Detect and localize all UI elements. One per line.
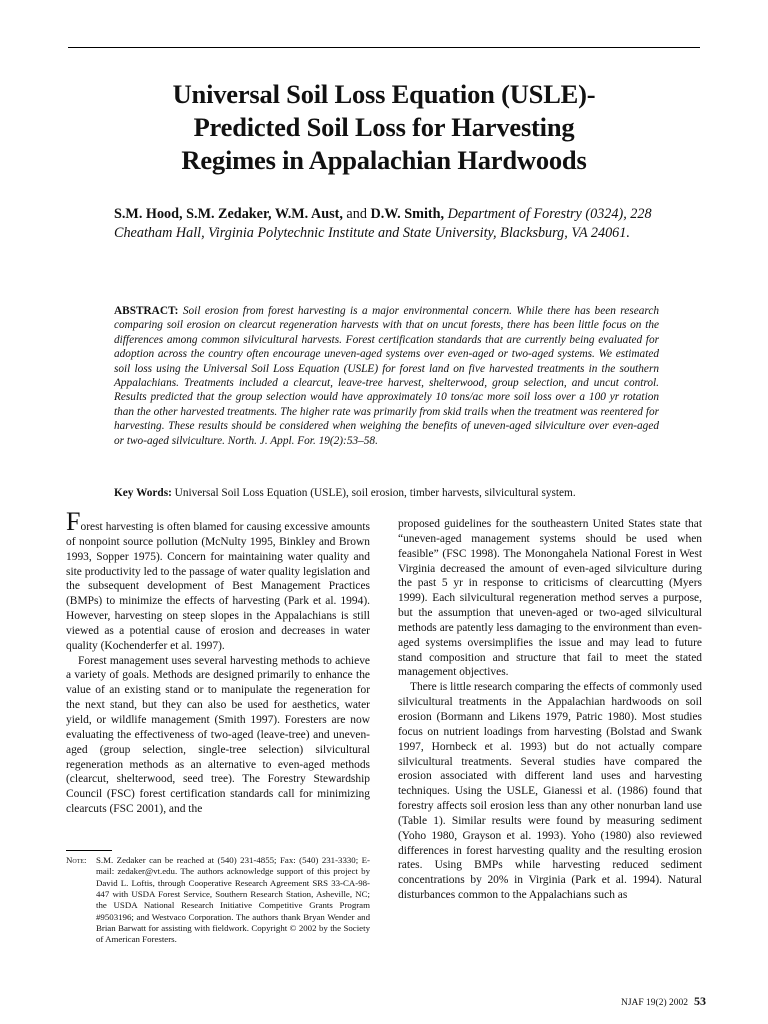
body-paragraph: proposed guidelines for the southeastern United States state that “uneven-aged management systems should be used when feasible” (FSC 1998). The Monongahela National Forest in West Virginia decreased the amount of even-aged silviculture during the past 5 yr in response to criticisms of clearcutting (Myers 1999). Each silvicultural regeneration method serves a purpose, but the assumption that uneven-aged or two-aged silvicultural methods are patently less damaging to the environment than even-aged systems oversimplifies the issue and may lead to future stand composition and structure that fail to meet the stated management objectives. — [398, 518, 702, 679]
top-rule — [68, 47, 700, 48]
author-names: S.M. Hood, S.M. Zedaker, W.M. Aust, — [114, 206, 343, 222]
body-paragraph — [66, 507, 370, 654]
author-conjunction: and — [342, 206, 371, 222]
drop-cap: F — [66, 507, 81, 536]
key-words — [114, 486, 674, 500]
note-label: Note: — [66, 855, 87, 865]
note-text: S.M. Zedaker can be reached at (540) 231-4855; Fax: (540) 231-3330; E-mail: zedaker@vt.edu. The authors acknowledge support of this project by David L. Loftis, through Cooperative Research Agreement SRS 33-CA-98-447 with USDA Forest Service, Southern Research Station, Asheville, NC; the USDA National Research Initiative Competitive Grants Program #9503196; and Westvaco Corporation. The authors thank Bryan Wender and Brian Barwatt for assisting with fieldwork. Copyright © 2002 by the Society of American Foresters. — [96, 855, 370, 945]
key-words-text: Universal Soil Loss Equation (USLE), soil erosion, timber harvests, silvicultural system. — [171, 487, 576, 499]
key-words-label: Key Words: — [114, 487, 172, 499]
footnote-rule — [66, 850, 112, 851]
title-line-2: Predicted Soil Loss for Harvesting — [193, 112, 575, 142]
title-line-1: Universal Soil Loss Equation (USLE)- — [172, 79, 596, 109]
page-footer — [621, 994, 706, 1010]
paper-title — [100, 78, 668, 177]
abstract-label: ABSTRACT: — [114, 305, 179, 317]
body-paragraph: There is little research comparing the effects of commonly used silvicultural treatments in the Appalachian hardwoods on soil erosion (Bormann and Likens 1979, Patric 1980). Most studies focus on nutrient loadings from harvesting (Bolstad and Swank 1997, Hornbeck et al. 1993) but do not actually compare silvicultural treatments. Several studies have compared the erosion associated with different land uses and harvesting techniques. Using the USLE, Gianessi et al. (1986) found that forestry affects soil erosion less than any other nonurban land use (Table 1). Similar results were found by measuring sediment (Yoho 1980, Grayson et al. 1993). Yoho (1980) also reviewed differences in forest harvesting quality and the resulting erosion rates. Using BMPs while harvesting reduced sediment concentrations by 20% in Virginia (Park et al. 1994). Natural disturbances common to the Appalachians such as — [398, 681, 702, 902]
abstract — [114, 304, 659, 448]
author-block — [114, 205, 670, 243]
body-column-right — [398, 517, 702, 903]
abstract-text: Soil erosion from forest harvesting is a major environmental concern. While there has been research comparing soil erosion on clearcut regeneration harvests with that on uncut forests, there has been little focus on the differences among common silvicultural harvests. Forest certification standards that are currently being evaluated for adoption across the country often encourage uneven-aged systems over even-aged or two-aged systems. We estimated soil loss using the Universal Soil Loss Equation (USLE) for forest land on five harvested treatments in the southern Appalachians. Treatments included a clearcut, leave-tree harvest, shelterwood, group selection, and uncut control. Results predicted that the group selection would have approximately 10 tons/ac more soil loss over a 100 yr rotation than the other harvested treatments. The higher rate was primarily from skid trails when the treatment was reentered for harvesting. These results should be considered when weighing the benefits of uneven-aged silviculture over even-aged or two-aged silviculture. North. J. Appl. For. 19(2):53–58. — [114, 305, 659, 447]
title-line-3: Regimes in Appalachian Hardwoods — [181, 145, 587, 175]
author-last-name: D.W. Smith, — [370, 206, 445, 222]
body-paragraph: Forest management uses several harvesting methods to achieve a variety of goals. Methods are designed primarily to enhance the value of an existing stand or to manipulate the regeneration for the next stand, but they can also be used for aesthetics, water yield, or wildlife management (Smith 1997). Foresters are now evaluating the effectiveness of two-aged (leave-tree) and uneven-aged (group selection, single-tree selection) silvicultural regeneration methods as an alternative to even-aged methods (clearcut, shelterwood, seed tree). The Forestry Stewardship Council (FSC) forest certification standards call for minimizing clearcuts (FSC 2001), and the — [66, 654, 370, 816]
author-note — [66, 855, 370, 946]
author-affiliation: Department of Forestry (0324), 228 Cheatham Hall, Virginia Polytechnic Institute and State University, Blacksburg, VA 24061. — [114, 206, 652, 241]
page-number: 53 — [694, 994, 706, 1008]
body-column-left — [66, 507, 370, 817]
paragraph-text: orest harvesting is often blamed for causing excessive amounts of nonpoint source pollution (McNulty 1995, Binkley and Brown 1993, Sopper 1975). Concern for maintaining water quality and site productivity led to the passage of water quality legislation and the subsequent development of Best Management Practices (BMPs) to minimize the effects of harvesting (Park et al. 1994). However, harvesting on steep slopes in the Appalachians is still viewed as a potential cause of erosion and decreases in water quality (Kochenderfer et al. 1997). — [66, 521, 370, 652]
journal-citation: NJAF 19(2) 2002 — [620, 998, 688, 1008]
